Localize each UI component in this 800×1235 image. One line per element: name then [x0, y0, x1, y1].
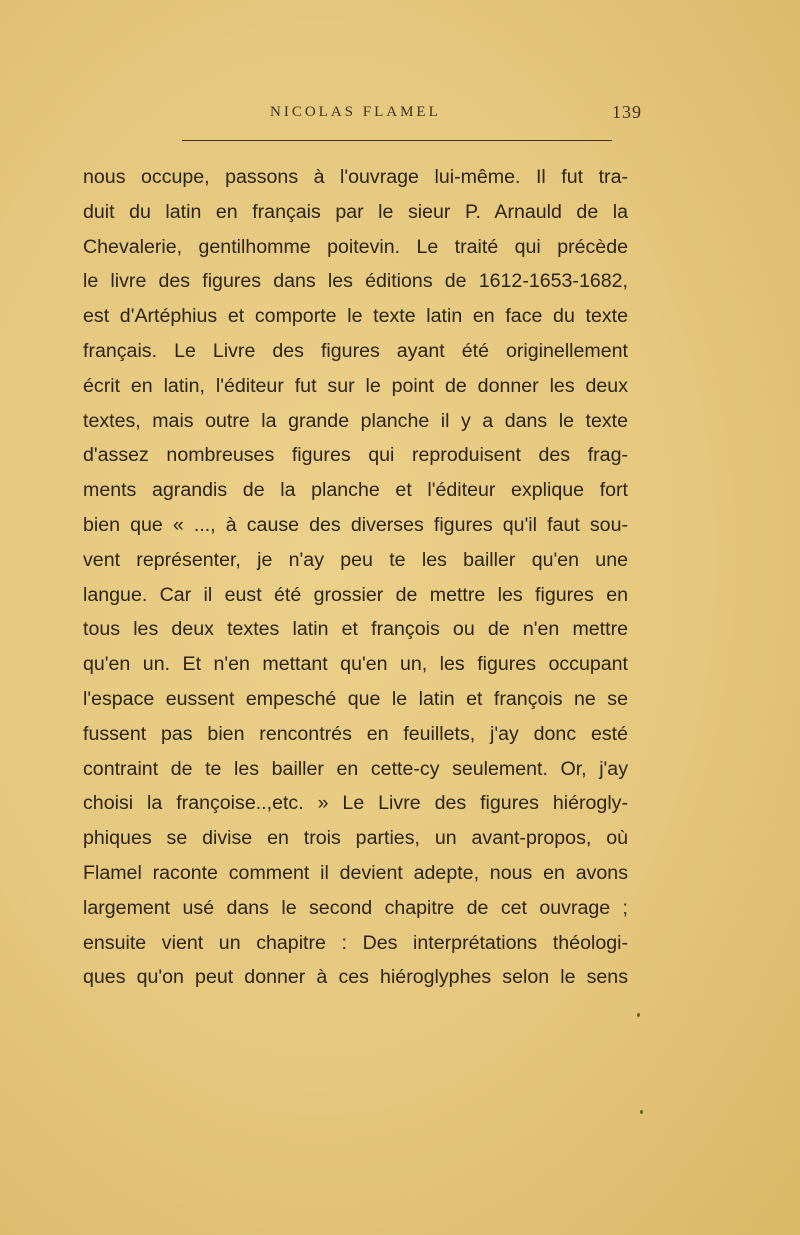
text-line: Flamel raconte comment il devient adepte, nous en avons [83, 861, 628, 884]
text-line: le livre des figures dans les éditions de 1612-1653-1682, [83, 270, 628, 293]
text-line: d'assez nombreuses figures qui reproduisent des frag- [83, 444, 628, 467]
paper-speck [640, 1110, 643, 1114]
text-line: nous occupe, passons à l'ouvrage lui-même. Il fut tra- [83, 166, 628, 188]
text-line: l'espace eussent empesché que le latin et françois ne se [83, 687, 628, 710]
text-line: Chevalerie, gentilhomme poitevin. Le traité qui précède [83, 235, 628, 258]
text-line: ments agrandis de la planche et l'éditeur explique fort [83, 479, 628, 502]
text-line: français. Le Livre des figures ayant été originellement [83, 339, 628, 362]
body-text [83, 160, 628, 995]
text-line: phiques se divise en trois parties, un avant-propos, où [83, 827, 628, 850]
text-line: est d'Artéphius et comporte le texte latin en face du texte [83, 305, 628, 328]
text-line: ensuite vient un chapitre : Des interprétations théologi- [83, 931, 628, 954]
text-line: textes, mais outre la grande planche il y a dans le texte [83, 409, 628, 432]
page-number: 139 [612, 102, 642, 122]
text-line: ques qu'on peut donner à ces hiéroglyphes selon le sens [83, 966, 628, 989]
text-line: contraint de te les bailler en cette-cy seulement. Or, j'ay [83, 757, 628, 780]
text-line: écrit en latin, l'éditeur fut sur le point de donner les deux [83, 374, 628, 397]
text-line: choisi la françoise..,etc. » Le Livre des figures hiérogly- [83, 792, 628, 815]
text-line: langue. Car il eust été grossier de mettre les figures en [83, 583, 628, 606]
running-title: NICOLAS FLAMEL [270, 104, 441, 120]
running-head [0, 104, 800, 128]
header-rule [182, 140, 612, 141]
text-line: fussent pas bien rencontrés en feuillets, j'ay donc esté [83, 722, 628, 745]
text-line: tous les deux textes latin et françois ou de n'en mettre [83, 618, 628, 641]
text-line: duit du latin en français par le sieur P. Arnauld de la [83, 200, 628, 223]
text-line: qu'en un. Et n'en mettant qu'en un, les figures occupant [83, 653, 628, 676]
text-line: largement usé dans le second chapitre de cet ouvrage ; [83, 896, 628, 919]
text-line: bien que « ..., à cause des diverses figures qu'il faut sou- [83, 513, 628, 536]
paper-speck [637, 1013, 640, 1017]
text-line: vent représenter, je n'ay peu te les bailler qu'en une [83, 548, 628, 571]
